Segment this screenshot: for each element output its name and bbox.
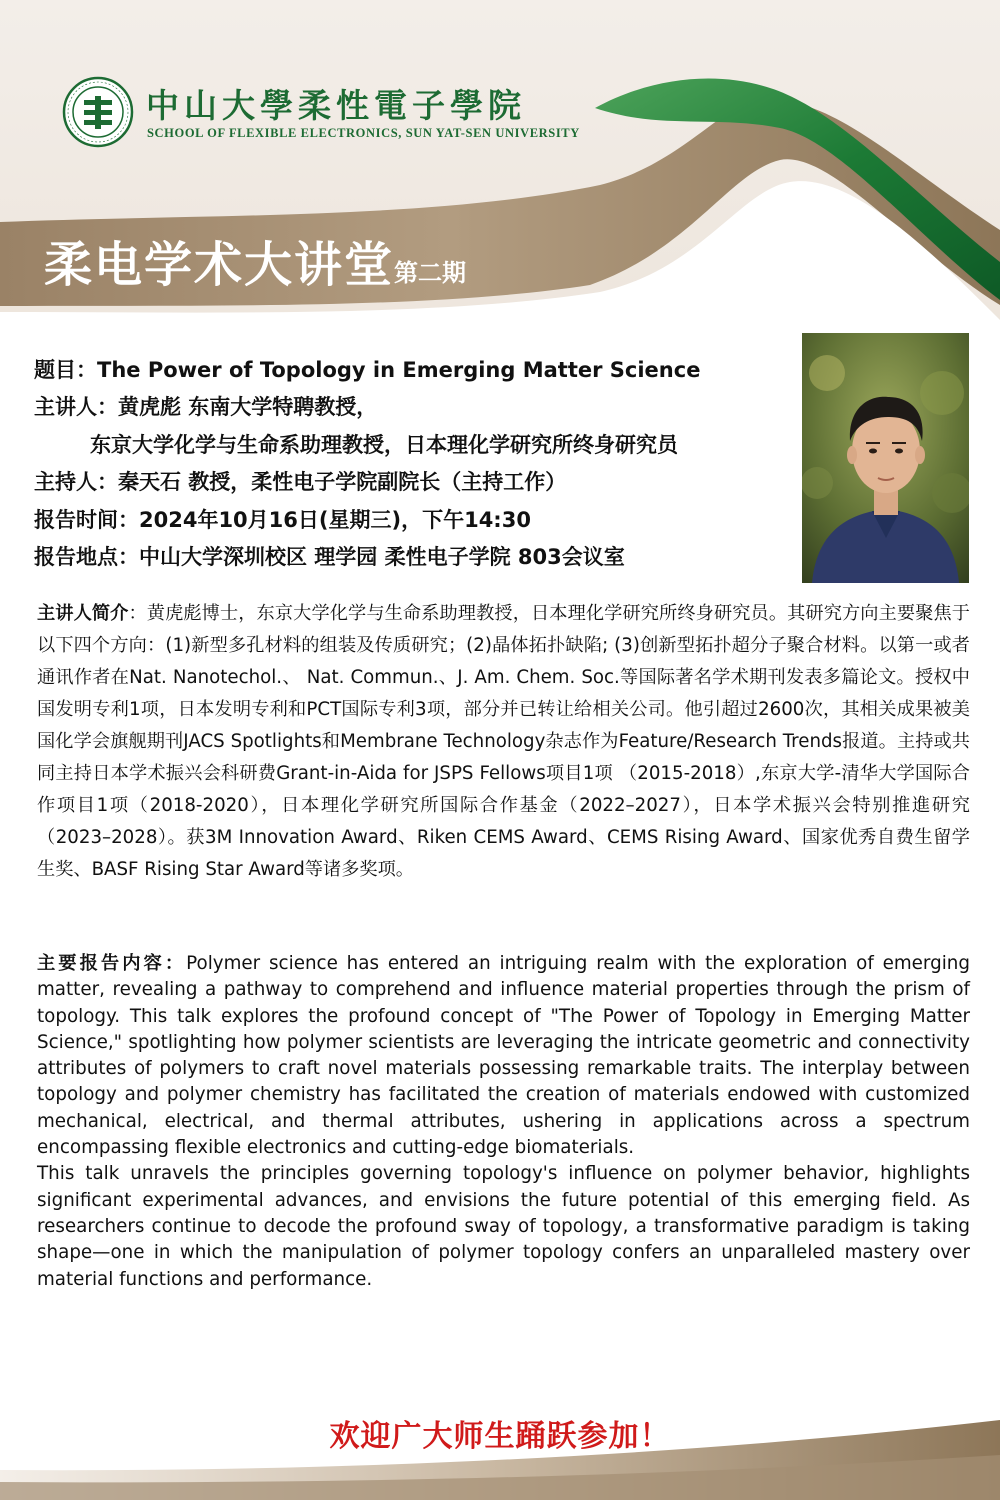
abstract-paragraph-2: This talk unravels the principles governing topology's influence on polymer behavior, highlights significant experimental advances, and envisions the future potential of this emerging field. As researchers continue to decode the profound sway of topology, a transformative paradigm is taking shape—one in which the manipulation of polymer topology confers an unparalleled mastery over material functions and performance. [37, 1163, 970, 1290]
talk-info [34, 352, 784, 576]
speaker-photo [802, 333, 969, 583]
speaker: 主讲人：黄虎彪 东南大学特聘教授， [34, 395, 378, 420]
speaker-bio [37, 598, 970, 886]
talk-title: 题目：The Power of Topology in Emerging Matter Science [34, 358, 701, 382]
abstract-text-1: Polymer science has entered an intriguing realm with the exploration of emerging matter, revealing a pathway to comprehend and influence material properties through the prism of topology. This talk explores the profound concept of "The Power of Topology in Emerging Matter Science," spotlighting how polymer scientists are leveraging the intricate geometric and connectivity attributes of polymers to craft novel materials possessing remarkable traits. The interplay between topology and polymer chemistry has facilitated the creation of materials endowed with customized mechanical, electrical, and thermal attributes, ushering in applications across a spectrum encompassing flexible electronics and cutting-edge biomaterials. [37, 953, 970, 1159]
abstract-paragraph-1 [37, 951, 970, 1161]
welcome-message: 欢迎广大师生踊跃参加！ [329, 1419, 671, 1454]
bio-label: 主讲人简介 [37, 603, 129, 624]
school-name-en: SCHOOL OF FLEXIBLE ELECTRONICS, SUN YAT-SEN UNIVERSITY [147, 126, 580, 140]
speaker-affiliation: 东京大学化学与生命系助理教授，日本理化学研究所终身研究员 [90, 432, 678, 457]
abstract-label: 主要报告内容： [37, 953, 187, 974]
series-issue: 第二期 [394, 259, 467, 287]
series-title-main: 柔电学术大讲堂 [44, 237, 395, 293]
university-seal-logo [62, 76, 134, 148]
bio-text: ：黄虎彪博士，东京大学化学与生命系助理教授，日本理化学研究所终身研究员。其研究方向主要聚焦于以下四个方向：(1)新型多孔材料的组装及传质研究；(2)晶体拓扑缺陷; (3)创新型拓扑超分子聚合材料。以第一或者通讯作者在Nat. Nanotechol.、 Nat. Commun.、J. Am. Chem. Soc.等国际著名学术期刊发表多篇论文。授权中国发明专利1项，日本发明专利和PCT国际专利3项，部分并已转让给相关公司。他引超过2600次，其相关成果被美国化学会旗舰期刊JACS Spotlights和Membrane Technology杂志作为Feature/Research Trends报道。主持或共同主持日本学术振兴会科研费Grant-in-Aida for JSPS Fellows项目1项 （2015-2018）,东京大学-清华大学国际合作项目1项（2018-2020），日本理化学研究所国际合作基金（2022–2027），日本学术振兴会特别推進研究（2023–2028）。获3M Innovation Award、Riken CEMS Award、CEMS Rising Award、国家优秀自费生留学生奖、BASF Rising Star Award等诸多奖项。 [37, 603, 970, 880]
talk-time: 报告时间：2024年10月16日(星期三)，下午14:30 [34, 507, 531, 532]
talk-abstract [37, 951, 970, 1293]
school-name-cn: 中山大學柔性電子學院 [146, 86, 526, 125]
series-title [44, 226, 466, 295]
talk-location: 报告地点：中山大学深圳校区 理学园 柔性电子学院 803会议室 [34, 545, 625, 570]
host: 主持人：秦天石 教授，柔性电子学院副院长（主持工作） [34, 470, 567, 495]
